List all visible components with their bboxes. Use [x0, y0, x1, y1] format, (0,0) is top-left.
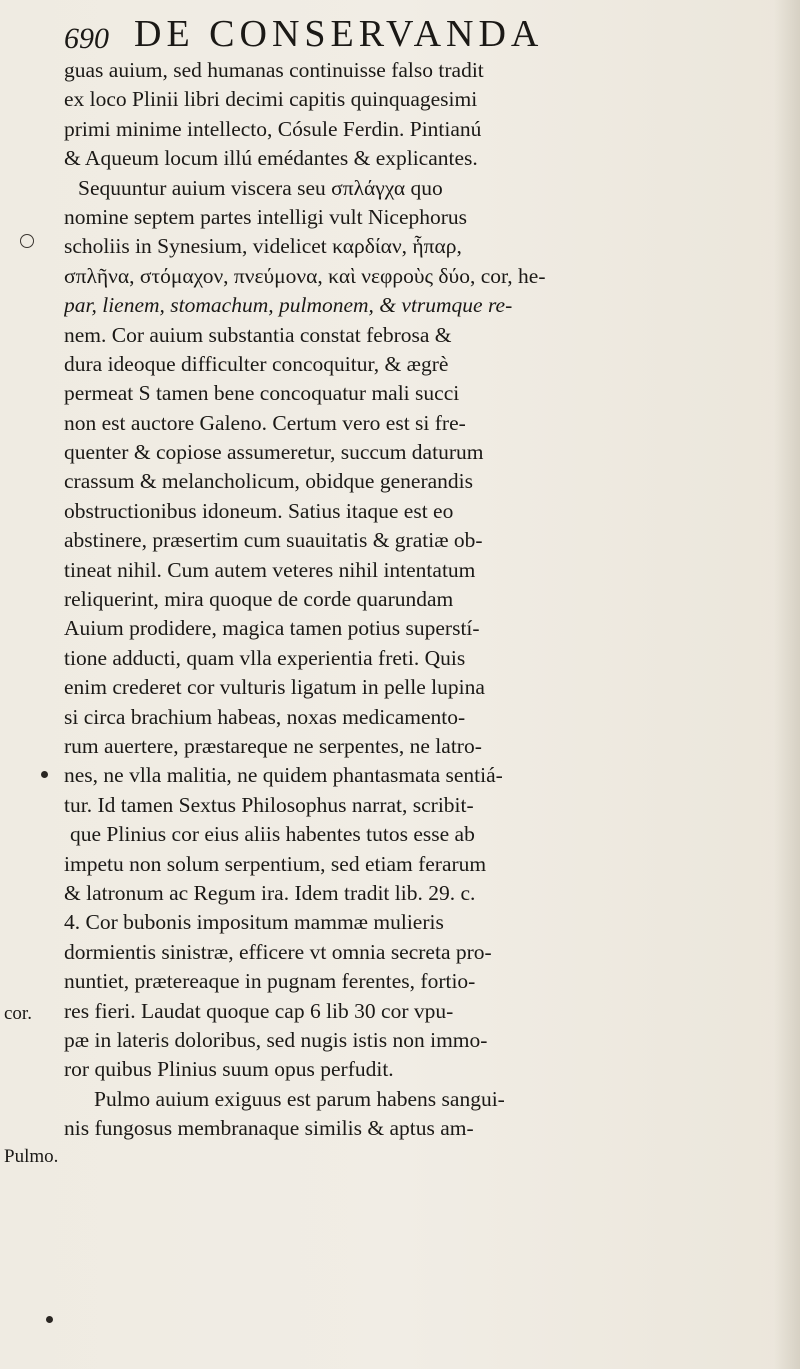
margin-note-cor: cor.	[4, 1003, 32, 1024]
text-line: impetu non solum serpentium, sed etiam ferarum	[64, 851, 487, 876]
text-line: & Aqueum locum illú emédantes & explicantes.	[64, 146, 478, 171]
text-line: reliquerint, mira quoque de corde quarundam	[64, 587, 454, 612]
text-line: non est auctore Galeno. Certum vero est si fre-	[64, 410, 466, 435]
text-line: 4. Cor bubonis impositum mammæ mulieris	[64, 910, 444, 935]
margin-ornament-icon	[20, 234, 34, 248]
text-line: & latronum ac Regum ira. Idem tradit lib. 29. c.	[64, 880, 476, 905]
page-number: 690	[64, 22, 109, 55]
text-line: si circa brachium habeas, noxas medicamento-	[64, 704, 466, 729]
text-line: primi minime intellecto, Cósule Ferdin. Pintianú	[64, 116, 482, 141]
text-line: Auium prodidere, magica tamen potius superstí-	[64, 616, 480, 641]
text-line: nomine septem partes intelligi vult Nicephorus	[64, 204, 468, 229]
text-line: pæ in lateris doloribus, sed nugis istis non immo-	[64, 1027, 488, 1052]
text-line: nem. Cor auium substantia constat febrosa &	[64, 322, 452, 347]
text-line: abstinere, præsertim cum suauitatis & gratiæ ob-	[64, 528, 483, 553]
margin-dot-icon	[46, 1316, 53, 1323]
text-line: res fieri. Laudat quoque cap 6 lib 30 cor vpu-	[64, 998, 454, 1023]
text-line: ror quibus Plinius suum opus perfudit.	[64, 1057, 394, 1082]
text-line: obstructionibus idoneum. Satius itaque est eo	[64, 498, 454, 523]
text-line: Pulmo auium exiguus est parum habens sangui-	[94, 1086, 505, 1111]
text-line: nis fungosus membranaque similis & aptus am-	[64, 1116, 474, 1141]
margin-dot-icon	[41, 771, 48, 778]
text-line: quenter & copiose assumeretur, succum daturum	[64, 440, 484, 465]
text-line: scholiis in Synesium, videlicet καρδίαν, ἧπαρ,	[64, 234, 462, 259]
text-line: nuntiet, prætereaque in pugnam ferentes, fortio-	[64, 969, 476, 994]
text-line: nes, ne vlla malitia, ne quidem phantasmata sentiá-	[64, 763, 503, 788]
text-line: guas auium, sed humanas continuisse falso tradit	[64, 58, 484, 82]
text-line: rum auertere, præstareque ne serpentes, ne latro-	[64, 733, 482, 758]
body-text	[64, 56, 794, 1143]
text-line: dura ideoque difficulter concoquitur, & ægrè	[64, 351, 449, 376]
text-line: crassum & melancholicum, obidque generandis	[64, 469, 473, 494]
text-line: dormientis sinistræ, efficere vt omnia secreta pro-	[64, 939, 492, 964]
text-line: tur. Id tamen Sextus Philosophus narrat, scribit-	[64, 792, 474, 817]
text-line: permeat S tamen bene concoquatur mali succi	[64, 381, 460, 406]
margin-note-pulmo: Pulmo.	[4, 1146, 59, 1167]
text-line: que Plinius cor eius aliis habentes tutos esse ab	[70, 822, 475, 847]
text-line: Sequuntur auium viscera seu σπλάγχα quo	[78, 175, 443, 200]
text-line: tineat nihil. Cum autem veteres nihil intentatum	[64, 557, 476, 582]
text-line: par, lienem, stomachum, pulmonem, & vtrumque re-	[64, 293, 513, 318]
page-header	[64, 8, 764, 56]
text-line: tione adducti, quam vlla experientia freti. Quis	[64, 645, 466, 670]
running-head: DE CONSERVANDA	[134, 13, 544, 55]
text-line: ex loco Plinii libri decimi capitis quinquagesimi	[64, 87, 478, 112]
text-line: enim crederet cor vulturis ligatum in pelle lupina	[64, 675, 485, 700]
text-line: σπλῆνα, στόμαχον, πνεύμονα, καὶ νεφροὺς δύο, cor, he-	[64, 263, 546, 288]
